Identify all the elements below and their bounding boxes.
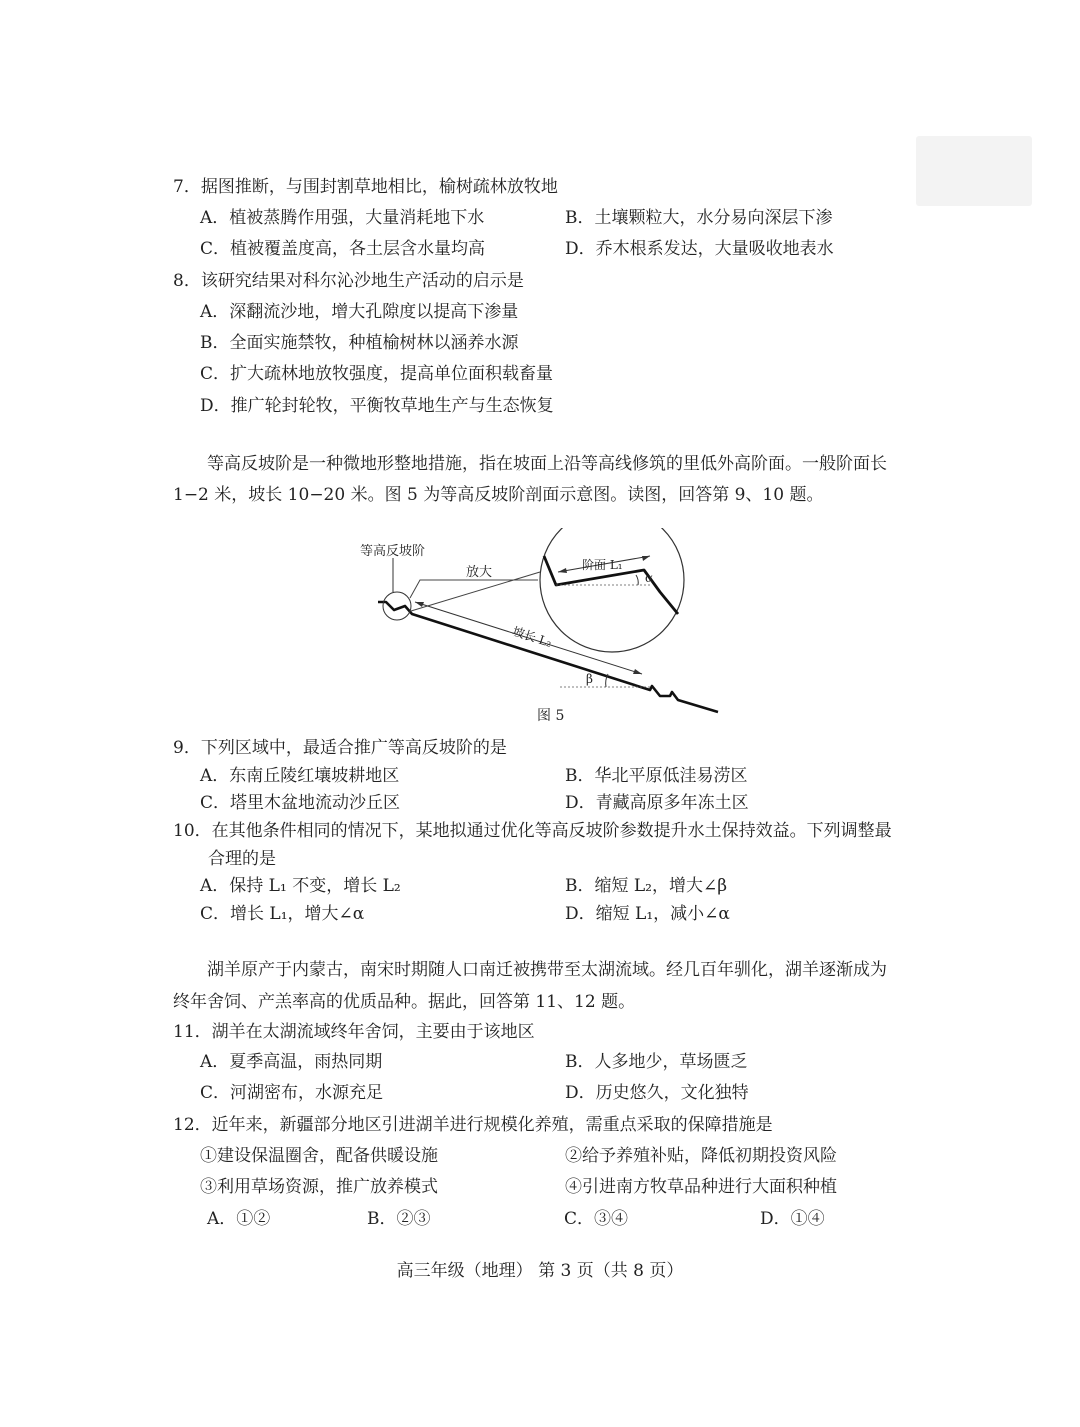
- passage2-line1: 湖羊原产于内蒙古，南宋时期随人口南迁被携带至太湖流域。经几百年驯化，湖羊逐渐成为: [207, 960, 887, 980]
- label-zoom: 放大: [466, 565, 493, 580]
- figure-5: [360, 528, 740, 728]
- passage1-line1: 等高反坡阶是一种微地形整地措施，指在坡面上沿等高线修筑的里低外高阶面。一般阶面长: [207, 454, 887, 474]
- q12-statement-1: ①建设保温圈舍，配备供暖设施: [200, 1146, 438, 1166]
- scan-shadow: [916, 136, 1032, 206]
- q12-option-b: B．②③: [367, 1209, 431, 1229]
- q7-option-d: D．乔木根系发达，大量吸收地表水: [565, 239, 834, 259]
- q10-option-d: D．缩短 L₁，减小∠α: [565, 904, 730, 924]
- page-footer: 高三年级（地理） 第 3 页（共 8 页）: [396, 1261, 684, 1281]
- terrace-circle: [383, 592, 411, 620]
- q8-option-b: B．全面实施禁牧，种植榆树林以涵养水源: [200, 333, 519, 353]
- q10-option-b: B．缩短 L₂，增大∠β: [565, 876, 728, 896]
- q11-option-d: D．历史悠久，文化独特: [565, 1083, 749, 1103]
- q8-option-a: A．深翻流沙地，增大孔隙度以提高下渗量: [200, 302, 519, 322]
- q11-option-a: A．夏季高温，雨热同期: [200, 1052, 383, 1072]
- label-slope-l2: 坡长 L₂: [510, 624, 554, 650]
- alpha-arc: [636, 575, 638, 585]
- q12-statement-4: ④引进南方牧草品种进行大面积种植: [565, 1177, 837, 1197]
- q7-option-a: A．植被蒸腾作用强，大量消耗地下水: [200, 208, 485, 228]
- l1-arrowhead-right: [642, 556, 650, 561]
- passage1-line2: 1−2 米，坡长 10−20 米。图 5 为等高反坡阶剖面示意图。读图，回答第 9、10 题。: [173, 485, 824, 505]
- q10-option-a: A．保持 L₁ 不变，增长 L₂: [200, 876, 401, 896]
- q8-option-c: C．扩大疏林地放牧强度，提高单位面积载畜量: [200, 364, 554, 384]
- q9-option-c: C．塔里木盆地流动沙丘区: [200, 793, 401, 813]
- q10-stem-line2: 合理的是: [208, 849, 276, 869]
- l2-arrowhead-top: [415, 602, 424, 607]
- q9-option-b: B．华北平原低洼易涝区: [565, 766, 748, 786]
- passage2-line2: 终年舍饲、产羔率高的优质品种。据此，回答第 11、12 题。: [173, 992, 636, 1012]
- q9-stem: 9．下列区域中，最适合推广等高反坡阶的是: [173, 738, 507, 758]
- l2-arrowhead-bottom: [633, 669, 642, 674]
- label-alpha: α: [645, 571, 654, 585]
- q7-stem: 7．据图推断，与围封割草地相比，榆树疏林放牧地: [173, 177, 558, 197]
- q11-option-b: B．人多地少，草场匮乏: [565, 1052, 748, 1072]
- q8-option-d: D．推广轮封轮牧，平衡牧草地生产与生态恢复: [200, 396, 554, 416]
- zoom-line-upper: [410, 580, 538, 598]
- q7-option-c: C．植被覆盖度高，各土层含水量均高: [200, 239, 486, 259]
- q12-statement-3: ③利用草场资源，推广放养模式: [200, 1177, 438, 1197]
- q11-option-c: C．河湖密布，水源充足: [200, 1083, 384, 1103]
- q8-stem: 8．该研究结果对科尔沁沙地生产活动的启示是: [173, 271, 524, 291]
- q12-statement-2: ②给予养殖补贴，降低初期投资风险: [565, 1146, 837, 1166]
- q9-option-a: A．东南丘陵红壤坡耕地区: [200, 766, 400, 786]
- q12-option-c: C．③④: [564, 1209, 629, 1229]
- q12-stem: 12．近年来，新疆部分地区引进湖羊进行规模化养殖，需重点采取的保障措施是: [173, 1115, 773, 1135]
- zoom-circle: [540, 528, 684, 652]
- q9-option-d: D．青藏高原多年冻土区: [565, 793, 749, 813]
- q10-option-c: C．增长 L₁，增大∠α: [200, 904, 365, 924]
- slope-profile: [378, 602, 718, 712]
- q7-option-b: B．土壤颗粒大，水分易向深层下渗: [565, 208, 833, 228]
- figure-caption: 图 5: [537, 708, 565, 724]
- q11-stem: 11．湖羊在太湖流域终年舍饲，主要由于该地区: [173, 1022, 535, 1042]
- label-beta: β: [586, 672, 593, 686]
- q10-stem-line1: 10．在其他条件相同的情况下，某地拟通过优化等高反坡阶参数提升水土保持效益。下列调整最: [173, 821, 892, 841]
- label-step-l1: 阶面 L₁: [582, 558, 623, 572]
- q12-option-a: A．①②: [207, 1209, 271, 1229]
- label-terrace: 等高反坡阶: [360, 544, 426, 559]
- q12-option-d: D．①④: [760, 1209, 825, 1229]
